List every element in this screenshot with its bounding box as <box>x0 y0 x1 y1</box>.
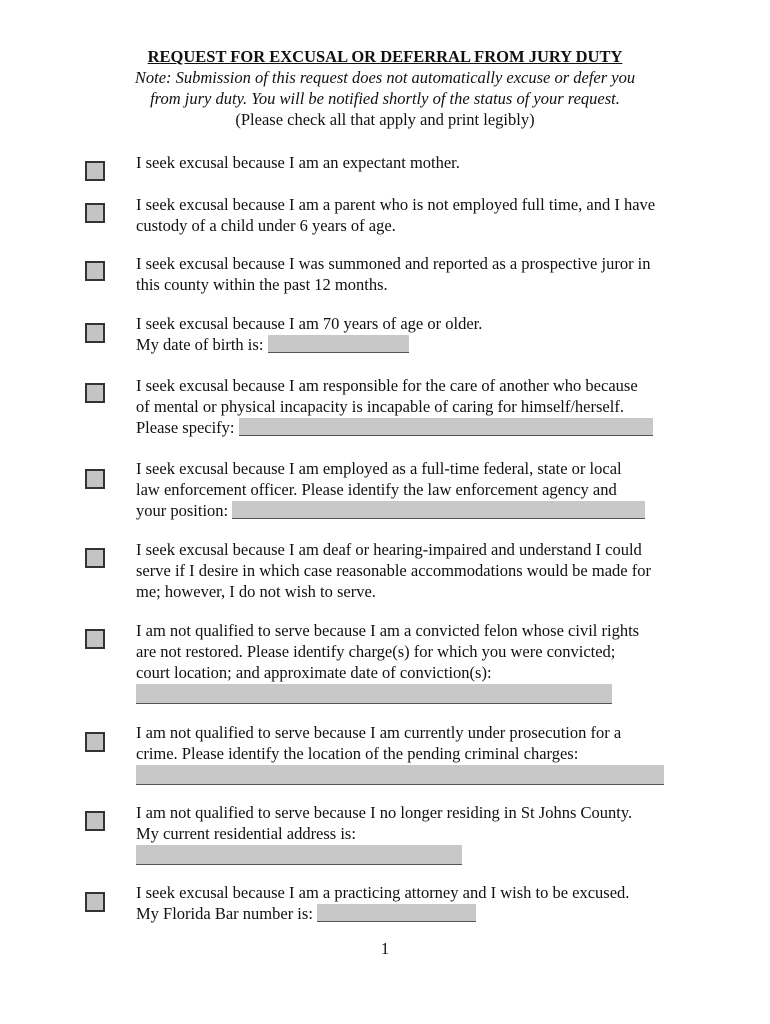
conviction-details-field[interactable] <box>136 684 612 704</box>
checkbox-convicted-felon[interactable] <box>85 629 105 649</box>
checkbox-practicing-attorney[interactable] <box>85 892 105 912</box>
field-label: Please specify: <box>136 418 235 437</box>
checkbox-expectant-mother[interactable] <box>85 161 105 181</box>
option-text-line: of mental or physical incapacity is incapable of caring for himself/herself. <box>136 397 624 416</box>
form-title: REQUEST FOR EXCUSAL OR DEFERRAL FROM JURY DUTY <box>147 47 623 66</box>
option-text-line: court location; and approximate date of conviction(s): <box>136 663 492 682</box>
field-label: My Florida Bar number is: <box>136 904 313 923</box>
option-text-line: I am not qualified to serve because I am currently under prosecution for a <box>136 723 622 742</box>
bar-number-field[interactable] <box>317 904 476 922</box>
field-label: My date of birth is: <box>136 335 264 354</box>
option-text-line: are not restored. Please identify charge(s) for which you were convicted; <box>136 642 616 661</box>
date-of-birth-field[interactable] <box>268 335 409 353</box>
option-text-line: I seek excusal because I am a parent who is not employed full time, and I have <box>136 195 656 214</box>
option-text-line: crime. Please identify the location of the pending criminal charges: <box>136 744 579 763</box>
note-line-1: Note: Submission of this request does not automatically excuse or defer you <box>134 68 636 87</box>
option-text-line: I am not qualified to serve because I no longer residing in St Johns County. <box>136 803 633 822</box>
checkbox-age-70-or-older[interactable] <box>85 323 105 343</box>
option-text-line: I seek excusal because I am deaf or hearing-impaired and understand I could <box>136 540 642 559</box>
option-text-line: serve if I desire in which case reasonable accommodations would be made for <box>136 561 651 580</box>
option-text-line: law enforcement officer. Please identify the law enforcement agency and <box>136 480 617 499</box>
care-specify-field[interactable] <box>239 418 653 436</box>
option-text-line: this county within the past 12 months. <box>136 275 388 294</box>
option-text-line: I seek excusal because I am an expectant mother. <box>136 153 460 172</box>
residential-address-field[interactable] <box>136 845 462 865</box>
option-text-line: I seek excusal because I was summoned and reported as a prospective juror in <box>136 254 651 273</box>
checkbox-caregiver[interactable] <box>85 383 105 403</box>
checkbox-hearing-impaired[interactable] <box>85 548 105 568</box>
checkbox-prior-summons[interactable] <box>85 261 105 281</box>
agency-position-field[interactable] <box>232 501 645 519</box>
option-text-line: My current residential address is: <box>136 824 356 843</box>
option-text-line: I seek excusal because I am employed as a full-time federal, state or local <box>136 459 622 478</box>
option-text-line: me; however, I do not wish to serve. <box>136 582 376 601</box>
checkbox-non-resident[interactable] <box>85 811 105 831</box>
option-text-line: I seek excusal because I am a practicing attorney and I wish to be excused. <box>136 883 630 902</box>
form-header <box>0 46 770 130</box>
field-label: your position: <box>136 501 229 520</box>
option-text-line: custody of a child under 6 years of age. <box>136 216 396 235</box>
option-text-line: I am not qualified to serve because I am a convicted felon whose civil rights <box>136 621 640 640</box>
pending-charges-field[interactable] <box>136 765 664 785</box>
checkbox-parent-child-under-6[interactable] <box>85 203 105 223</box>
option-text-line: I seek excusal because I am 70 years of age or older. <box>136 314 483 333</box>
note-line-2: from jury duty. You will be notified shortly of the status of your request. <box>150 89 620 108</box>
instruction-text: (Please check all that apply and print legibly) <box>235 110 535 129</box>
checkbox-law-enforcement[interactable] <box>85 469 105 489</box>
page-number: 1 <box>380 939 390 958</box>
option-text-line: I seek excusal because I am responsible for the care of another who because <box>136 376 638 395</box>
checkbox-under-prosecution[interactable] <box>85 732 105 752</box>
